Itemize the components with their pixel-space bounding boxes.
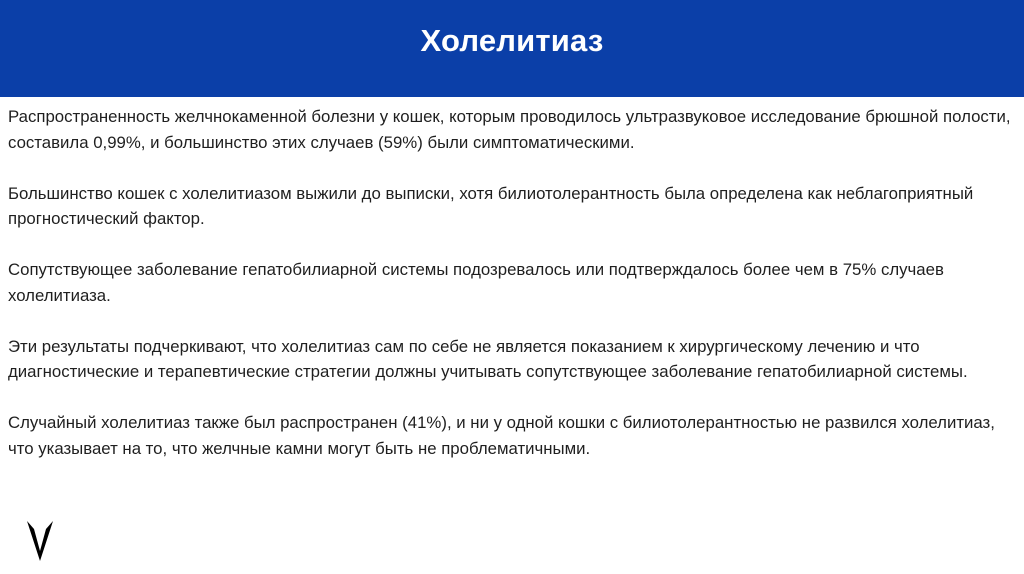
page-title: Холелитиаз [420,22,604,58]
paragraph-prevalence: Распространенность желчнокаменной болезни у кошек, которым проводилось ультразвуковое исследование брюшной полости, составила 0,99%, и большинство этих случаев (59%) были симптоматическими. [8,107,1011,152]
v-logo-icon [27,521,53,561]
paragraph-survival: Большинство кошек с холелитиазом выжили до выписки, хотя билиотолерантность была определена как неблагоприятный прогностический фактор. [8,183,974,228]
paragraph-incidental: Случайный холелитиаз также был распространен (41%), и ни у одной кошки с билиотолерантностью не развился холелитиаз, что указывает на то, что желчные камни могут быть не проблематичными. [8,413,995,458]
title-bar [0,0,1024,97]
paragraph-concurrent-disease: Сопутствующее заболевание гепатобилиарной системы подозревалось или подтверждалось более чем в 75% случаев холелитиаза. [8,260,944,305]
paragraph-results: Эти результаты подчеркивают, что холелитиаз сам по себе не является показанием к хирургическому лечению и что диагностические и терапевтические стратегии должны учитывать сопутствующее заболевание гепатобилиарной системы. [8,336,968,381]
slide-content [8,104,1016,487]
